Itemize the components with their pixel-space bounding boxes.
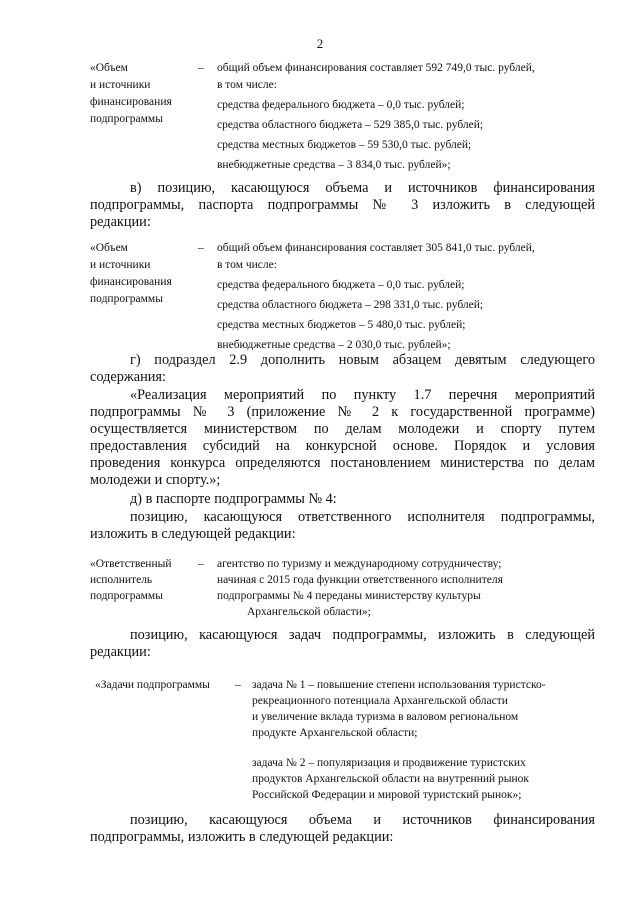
financing-label: «Объем и источники финансирования подпрограммы [90, 62, 172, 125]
paragraph-v: в) позицию, касающуюся объема и источников финансирования подпрограммы, паспорта подпрограммы № 3 изложить в следующей редакции: [90, 180, 595, 230]
dash: – [198, 62, 204, 74]
paragraph-volume: позицию, касающуюся объема и источников финансирования подпрограммы, изложить в следующей редакции: [90, 812, 595, 845]
dash: – [235, 679, 241, 691]
paragraph-responsible: позицию, касающуюся ответственного исполнителя подпрограммы, изложить в следующей редакции: [90, 509, 595, 542]
dash: – [198, 558, 204, 570]
paragraph-tasks: позицию, касающуюся задач подпрограммы, изложить в следующей редакции: [90, 627, 595, 660]
task-2: задача № 2 – популяризация и продвижение туристских продуктов Архангельской области на внутренний рынок Российской Федерации и мировой туристский рынок»; [252, 757, 530, 801]
financing-label: «Объем и источники финансирования подпрограммы [90, 242, 172, 305]
responsible-values: агентство по туризму и международному сотрудничеству; начиная с 2015 года функции ответственного исполнителя подпрограммы № 4 переданы министерству культуры Архангельской области»; [217, 558, 503, 618]
tasks-label: «Задачи подпрограммы [95, 679, 210, 691]
financing-values: общий объем финансирования составляет 305 841,0 тыс. рублей, в том числе: средства федерального бюджета – 0,0 тыс. рублей; средства областного бюджета – 298 331,0 тыс. рублей; средства местных бюджетов – 5 480,0 тыс. рублей; внебюджетные средства – 2 030,0 тыс. рублей»; [217, 242, 535, 351]
responsible-label: «Ответственный исполнитель подпрограммы [90, 558, 172, 602]
tasks-values [252, 677, 546, 803]
paragraph-d: д) в паспорте подпрограммы № 4: [130, 491, 337, 507]
paragraph-g: г) подраздел 2.9 дополнить новым абзацем девятым следующего содержания: [90, 352, 595, 385]
financing-values: общий объем финансирования составляет 592 749,0 тыс. рублей, в том числе: средства федерального бюджета – 0,0 тыс. рублей; средства областного бюджета – 529 385,0 тыс. рублей; средства местных бюджетов – 59 530,0 тыс. рублей; внебюджетные средства – 3 834,0 тыс. рублей»; [217, 62, 535, 171]
task-1: задача № 1 – повышение степени использования туристско- рекреационного потенциала Архангельской области и увеличение вклада туризма в валовом региональном продукте Архангельской области; [252, 679, 546, 739]
quoted-paragraph: «Реализация мероприятий по пункту 1.7 перечня мероприятий подпрограммы № 3 (приложение № 2 к государственной программе) осуществляется министерством по делам молодежи и спорту путем предоставления субсидий на конкурсной основе. Порядок и условия проведения конкурса определяются постановлением министерства по делам молодежи и спорту.»; [90, 387, 595, 488]
dash: – [198, 242, 204, 254]
page-number: 2 [316, 36, 324, 51]
